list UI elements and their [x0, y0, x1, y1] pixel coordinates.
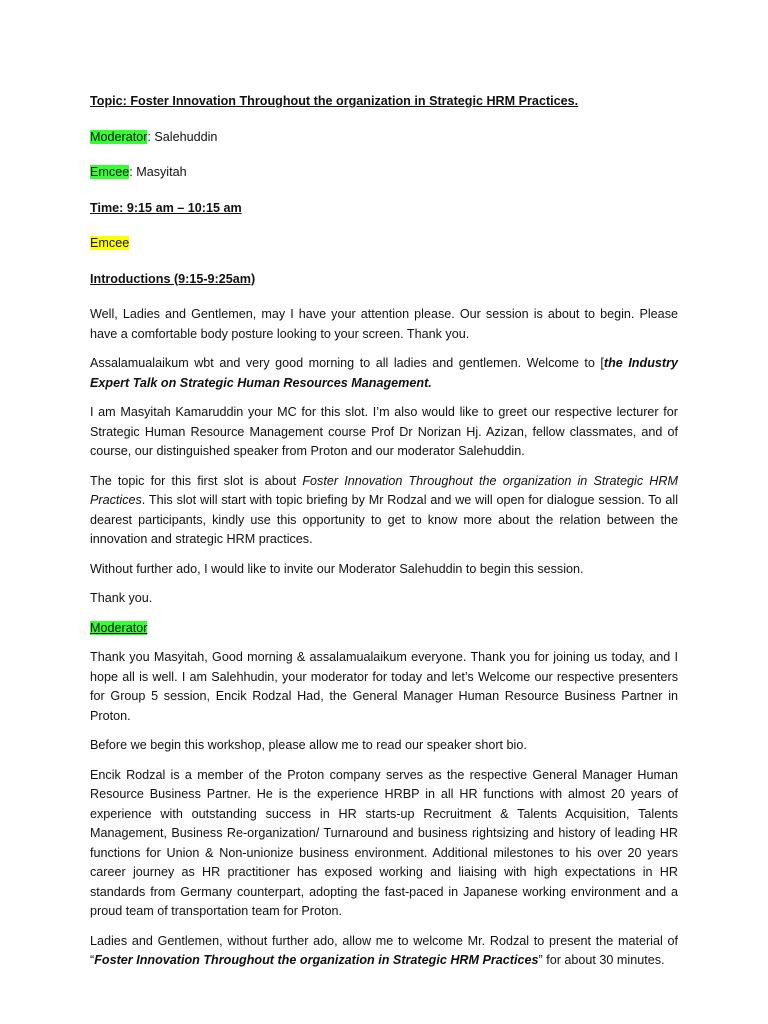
paragraph-moderator-welcome: Thank you Masyitah, Good morning & assalamualaikum everyone. Thank you for joining us today, and I hope all is well. I am Salehhudin, your moderator for today and let’s Welcome our respective presenters for Group 5 session, Encik Rodzal Had, the General Manager Human Resource Business Partner in Proton. [90, 650, 678, 723]
paragraph-invite-speaker-post: ” for about 30 minutes. [538, 953, 665, 967]
paragraph-welcome [90, 354, 678, 393]
paragraph-topic-pre: The topic for this first slot is about [90, 473, 303, 488]
paragraph-invite-speaker-emphasis: Foster Innovation Throughout the organization in Strategic HRM Practices [94, 953, 539, 967]
paragraph-invite-speaker [90, 932, 678, 971]
paragraph-thank-you: Thank you. [90, 591, 153, 605]
moderator-line [90, 128, 678, 148]
moderator-section-line [90, 619, 678, 639]
paragraph-topic [90, 472, 678, 550]
emcee-section-heading: Emcee [90, 236, 130, 250]
emcee-label: Emcee [90, 165, 130, 179]
topic-heading: Topic: Foster Innovation Throughout the organization in Strategic HRM Practices. [90, 94, 579, 108]
paragraph-introduce-mc: I am Masyitah Kamaruddin your MC for this slot. I’m also would like to greet our respective lecturer for Strategic Human Resource Management course Prof Dr Norizan Hj. Azizan, fellow classmates, and of course, our distinguished speaker from Proton and our moderator Salehuddin. [90, 405, 678, 458]
moderator-section-heading: Moderator [90, 620, 148, 635]
paragraph-attention: Well, Ladies and Gentlemen, may I have your attention please. Our session is about to begin. Please have a comfortable body posture looking to your screen. Thank you. [90, 307, 678, 341]
document-page [90, 92, 678, 981]
paragraph-topic-post: . This slot will start with topic briefing by Mr Rodzal and we will open for dialogue session. To all dearest participants, kindly use this opportunity to get to know more about the relation between the innovation and strategic HRM practices. [90, 493, 678, 546]
paragraph-topic-emphasis: Foster Innovation Throughout the organization in Strategic HRM Practices [90, 473, 678, 507]
moderator-name: : Salehuddin [147, 129, 218, 144]
introductions-heading: Introductions (9:15-9:25am) [90, 271, 256, 286]
emcee-name: : Masyitah [129, 165, 187, 179]
paragraph-welcome-emphasis: the Industry Expert Talk on Strategic Human Resources Management. [90, 356, 678, 390]
emcee-line [90, 163, 678, 183]
paragraph-bio-intro: Before we begin this workshop, please allow me to read our speaker short bio. [90, 738, 527, 752]
paragraph-invite-moderator: Without further ado, I would like to invite our Moderator Salehuddin to begin this session. [90, 561, 584, 576]
moderator-label: Moderator [90, 129, 148, 144]
paragraph-speaker-bio: Encik Rodzal is a member of the Proton company serves as the respective General Manager Human Resource Business Partner. He is the experience HRBP in all HR functions with almost 20 years of experience with outstanding success in HR starts-up Recruitment & Talents Acquisition, Talents Management, Business Re-organization/ Turnaround and business rightsizing and history of leading HR functions for Union & Non-unionize business environment. Additional milestones to his over 20 years career journey as HR practitioner has exposed working and liaising with high expectations in HR standards from Germany counterpart, adopting the fast-paced in Japanese working environment and a proud team of transportation team for Proton. [90, 767, 678, 918]
emcee-section-line [90, 234, 678, 254]
time-line: Time: 9:15 am – 10:15 am [90, 200, 242, 215]
paragraph-invite-speaker-pre: Ladies and Gentlemen, without further ado, allow me to welcome Mr. Rodzal to present the material of “ [90, 933, 678, 967]
paragraph-welcome-text: Assalamualaikum wbt and very good morning to all ladies and gentlemen. Welcome to [ [90, 356, 604, 370]
